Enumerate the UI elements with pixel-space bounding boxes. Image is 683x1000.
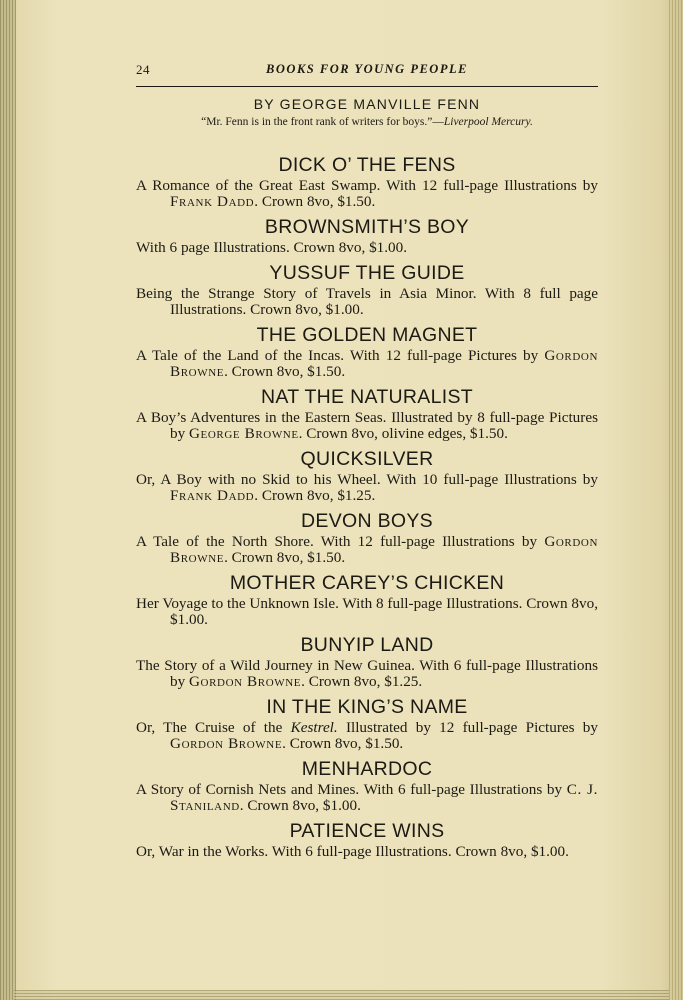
description-text: Her Voyage to the Unknown Isle. With 8 full-page Illustrations. Crown 8vo, $1.00. (136, 595, 598, 628)
book-description (136, 472, 598, 504)
book-entry (136, 152, 598, 210)
page-spine-edge (0, 0, 16, 1000)
book-entry (136, 446, 598, 504)
description-text: A Boy’s Adventures in the Eastern Seas. Illustrated by 8 full-page Pictures by (136, 409, 598, 442)
illustrator-name: Gordon Browne (170, 347, 598, 380)
book-entry (136, 260, 598, 318)
page-bottom-edge (14, 990, 669, 1000)
description-text: . Crown 8vo, olivine edges, $1.50. (298, 425, 508, 442)
description-text: . Crown 8vo, $1.25. (254, 487, 376, 504)
description-text: A Tale of the North Shore. With 12 full-page Illustrations by (136, 533, 545, 550)
page-right-edge (669, 0, 683, 1000)
author-heading: BY GEORGE MANVILLE FENN (253, 96, 481, 112)
book-list (136, 152, 598, 864)
book-title: BROWNSMITH’S BOY (264, 216, 470, 238)
header-rule (136, 86, 598, 87)
book-title: YUSSUF THE GUIDE (269, 262, 465, 284)
book-entry (136, 818, 598, 860)
description-text: . Crown 8vo, $1.00. (239, 797, 361, 814)
book-entry (136, 214, 598, 256)
book-description (136, 596, 598, 628)
description-text: Or, A Boy with no Skid to his Wheel. With 10 full-page Illustrations by (136, 471, 598, 488)
book-entry (136, 508, 598, 566)
page-header (136, 62, 598, 84)
book-title: MOTHER CAREY’S CHICKEN (229, 572, 505, 594)
description-text: Illustrated by 12 full-page Pictures by (337, 719, 598, 736)
description-text: . Crown 8vo, $1.50. (224, 549, 346, 566)
book-title: BUNYIP LAND (300, 634, 434, 656)
description-text: A Story of Cornish Nets and Mines. With 6 full-page Illustrations by (136, 781, 567, 798)
book-title: THE GOLDEN MAGNET (256, 324, 478, 346)
book-entry (136, 694, 598, 752)
book-entry (136, 632, 598, 690)
illustrator-name: Frank Dadd (170, 193, 255, 210)
book-description (136, 286, 598, 318)
book-title: DEVON BOYS (301, 510, 433, 532)
book-description (136, 844, 598, 860)
illustrator-name: George Browne (188, 425, 299, 442)
book-entry (136, 756, 598, 814)
page-number: 24 (136, 62, 150, 77)
book-title: DICK O’ THE FENS (278, 154, 456, 176)
description-text: Being the Strange Story of Travels in Asia Minor. With 8 full page Illustrations. Crown 8vo, $1.00. (136, 285, 598, 318)
illustrator-name: Frank Dadd (170, 487, 255, 504)
description-text: . Crown 8vo, $1.50. (282, 735, 404, 752)
description-text: Or, War in the Works. With 6 full-page Illustrations. Crown 8vo, $1.00. (136, 843, 569, 860)
description-text: . Crown 8vo, $1.25. (301, 673, 423, 690)
description-text: With 6 page Illustrations. Crown 8vo, $1.00. (136, 239, 408, 256)
quote-source: Liverpool Mercury. (443, 116, 533, 128)
book-entry (136, 570, 598, 628)
description-text: The Story of a Wild Journey in New Guinea. With 6 full-page Illustrations by (136, 657, 598, 690)
book-title: MENHARDOC (301, 758, 433, 780)
ship-name: Kestrel. (290, 719, 338, 736)
book-description (136, 782, 598, 814)
illustrator-name: Gordon Browne (170, 533, 598, 566)
description-text: . Crown 8vo, $1.50. (254, 193, 376, 210)
book-title: QUICKSILVER (300, 448, 434, 470)
book-title: IN THE KING’S NAME (266, 696, 468, 718)
book-description (136, 534, 598, 566)
review-quote (136, 116, 598, 128)
description-text: A Romance of the Great East Swamp. With 12 full-page Illustrations by (136, 177, 598, 194)
book-description (136, 720, 598, 752)
book-entry (136, 384, 598, 442)
illustrator-name: C. J. Staniland (170, 781, 598, 814)
illustrator-name: Gordon Browne (188, 673, 302, 690)
book-description (136, 410, 598, 442)
running-title: BOOKS FOR YOUNG PEOPLE (266, 62, 468, 76)
description-text: A Tale of the Land of the Incas. With 12 full-page Pictures by (136, 347, 545, 364)
quote-text: “Mr. Fenn is in the front rank of writers for boys.”— (201, 116, 444, 128)
book-description (136, 178, 598, 210)
description-text: Or, The Cruise of the (136, 719, 291, 736)
book-description (136, 240, 598, 256)
book-title: NAT THE NATURALIST (261, 386, 473, 408)
illustrator-name: Gordon Browne (170, 735, 283, 752)
book-entry (136, 322, 598, 380)
book-description (136, 658, 598, 690)
description-text: . Crown 8vo, $1.50. (224, 363, 346, 380)
book-title: PATIENCE WINS (289, 820, 445, 842)
book-description (136, 348, 598, 380)
